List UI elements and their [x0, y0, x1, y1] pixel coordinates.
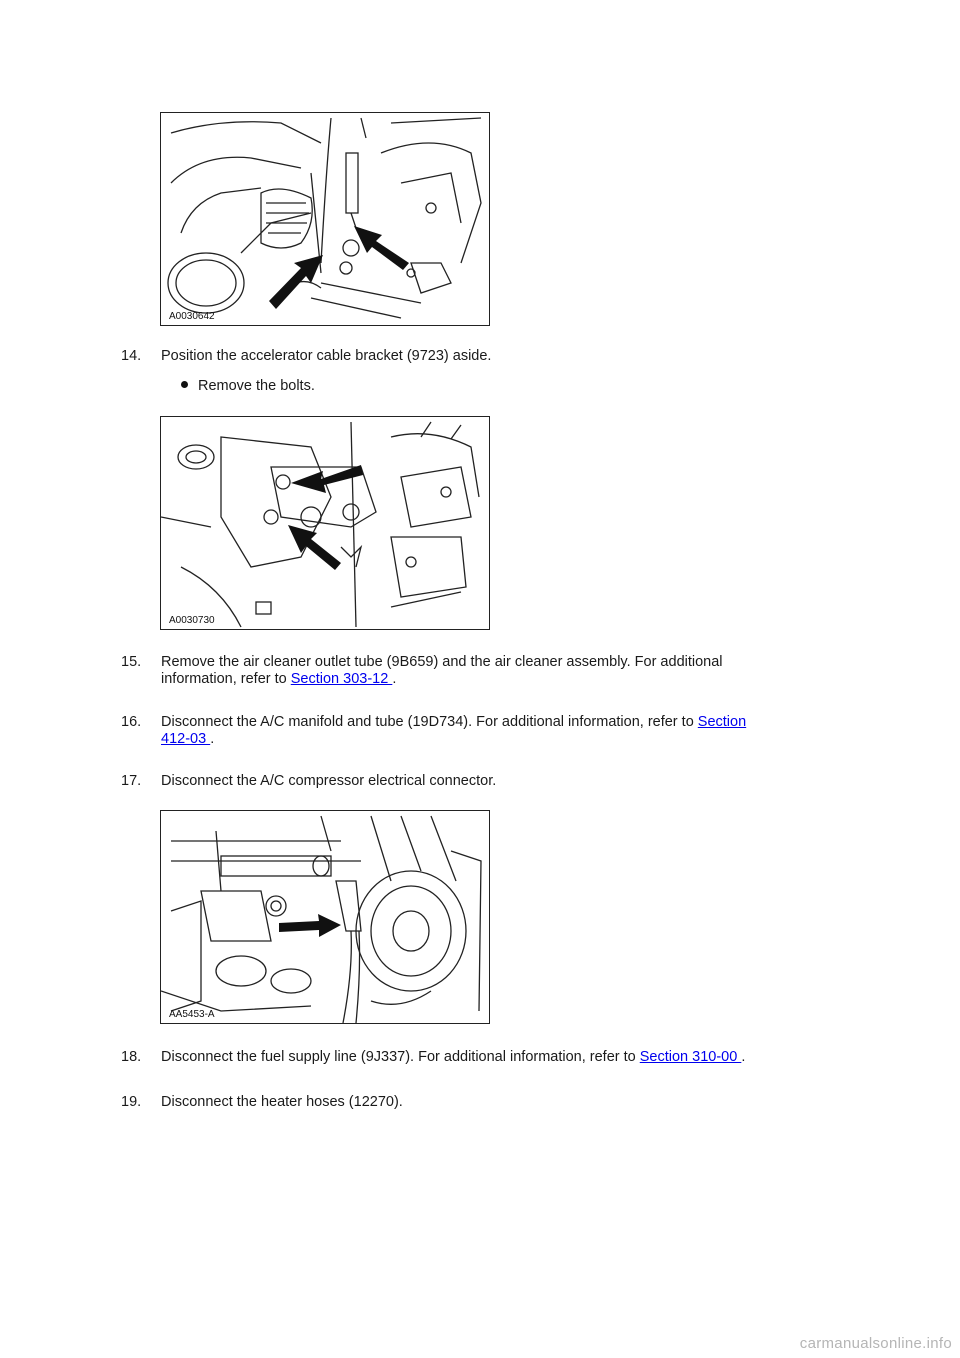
figure-id: A0030730	[169, 615, 215, 626]
step-number: 14.	[121, 348, 142, 364]
figure-accelerator-cable	[160, 112, 490, 326]
illustration-cable-bracket	[161, 417, 489, 629]
illustration-ac-compressor	[161, 811, 489, 1023]
section-link-continued[interactable]: 412-03	[161, 731, 211, 747]
section-link[interactable]: Section 310-00	[639, 1049, 742, 1065]
illustration-throttle-body	[161, 113, 489, 325]
step-text: Disconnect the fuel supply line (9J337). For additional information, refer to	[161, 1049, 640, 1065]
watermark-footer: carmanualsonline.info	[799, 1335, 952, 1352]
figure-id: AA5453-A	[169, 1009, 215, 1020]
bullet-item	[181, 378, 315, 395]
section-link[interactable]: Section	[697, 714, 747, 730]
bullet-text: Remove the bolts.	[198, 378, 315, 394]
figure-bracket-bolts	[160, 416, 490, 630]
step-number: 17.	[121, 773, 142, 789]
step-number: 15.	[121, 654, 142, 670]
arrow-upper	[354, 226, 409, 270]
section-link[interactable]: Section 303-12	[290, 671, 393, 687]
step-text-line2: information, refer to	[161, 671, 291, 687]
step-text: Disconnect the A/C manifold and tube (19D734). For additional information, refer to	[161, 714, 698, 730]
step-text: Position the accelerator cable bracket (9723) aside.	[161, 348, 492, 364]
arrow-lower	[269, 255, 323, 309]
step-number: 18.	[121, 1049, 142, 1065]
arrow-lower	[288, 525, 341, 570]
step-text: Disconnect the A/C compressor electrical connector.	[161, 773, 497, 789]
figure-compressor-connector	[160, 810, 490, 1024]
step-text: Remove the air cleaner outlet tube (9B659) and the air cleaner assembly. For additional	[161, 654, 723, 670]
figure-id: A0030642	[169, 311, 215, 322]
step-number: 19.	[121, 1094, 142, 1110]
step-text: Disconnect the heater hoses (12270).	[161, 1094, 403, 1110]
bullet-dot-icon	[181, 381, 188, 388]
arrow-right	[279, 914, 341, 937]
step-number: 16.	[121, 714, 142, 730]
